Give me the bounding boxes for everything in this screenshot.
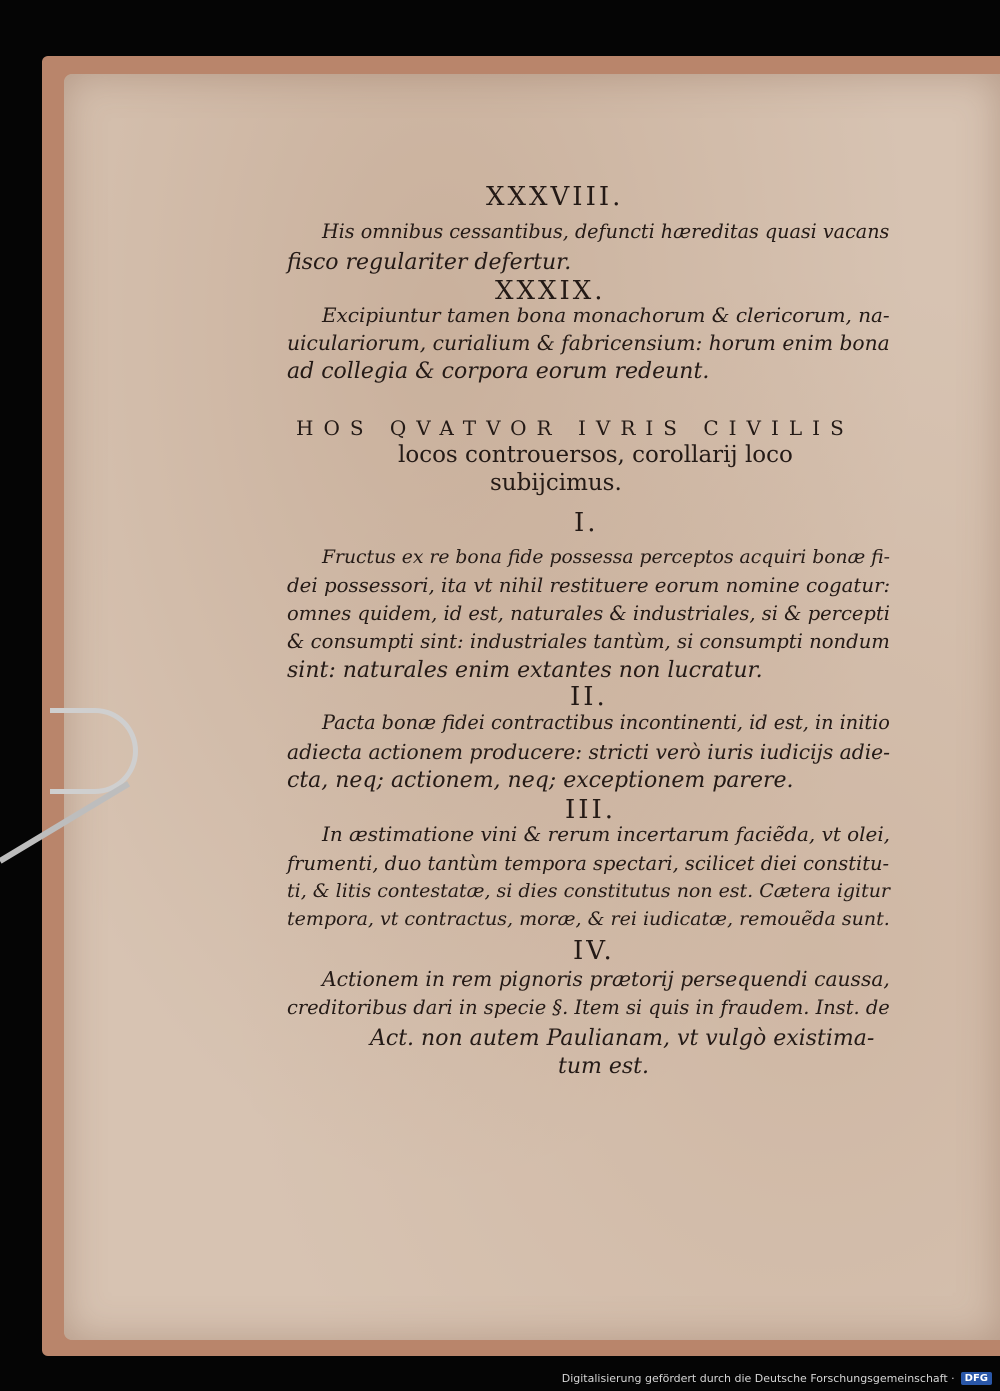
- text-line: creditoribus dari in specie §. Item si quis in fraudem. Inst. de: [287, 996, 890, 1019]
- text-line: ti, & litis contestatæ, si dies constitutus non est. Cætera igitur: [287, 880, 890, 902]
- thesis-number: II.: [570, 682, 608, 712]
- text-line: Pacta bonæ fidei contractibus incontinenti, id est, in initio: [322, 711, 890, 734]
- heading-line: HOS QVATVOR IVRIS CIVILIS: [296, 416, 854, 440]
- text-line: ad collegia & corpora eorum redeunt.: [287, 359, 710, 384]
- text-line: dei possessori, ita vt nihil restituere eorum nomine cogatur:: [287, 574, 891, 597]
- text-line: & consumpti sint: industriales tantùm, si consumpti nondum: [287, 630, 890, 653]
- text-line: cta, neq; actionem, neq; exceptionem parere.: [287, 768, 794, 793]
- heading-line: subijcimus.: [490, 470, 622, 496]
- section-number: XXXIX.: [495, 276, 606, 306]
- thesis-number: I.: [574, 508, 599, 538]
- text-line: uiculariorum, curialium & fabricensium: horum enim bona: [287, 331, 890, 355]
- text-line: frumenti, duo tantùm tempora spectari, scilicet diei constitu-: [287, 852, 890, 875]
- text-line: sint: naturales enim extantes non lucratur.: [287, 658, 763, 683]
- text-line: fisco regulariter defertur.: [287, 250, 572, 275]
- heading-line: locos controuersos, corollarij loco: [398, 442, 793, 468]
- text-line: tempora, vt contractus, moræ, & rei iudicatæ, remouẽda sunt.: [287, 908, 890, 930]
- text-line: Actionem in rem pignoris prætorij persequendi caussa,: [322, 967, 890, 991]
- footer-text: Digitalisierung gefördert durch die Deutsche Forschungsgemeinschaft ·: [561, 1371, 955, 1385]
- text-line: adiecta actionem producere: stricti verò iuris iudicijs adie-: [287, 740, 890, 764]
- thesis-number: IV.: [573, 936, 615, 966]
- text-line: tum est.: [558, 1054, 650, 1079]
- thesis-number: III.: [565, 795, 617, 825]
- dfg-logo: DFG: [961, 1372, 992, 1385]
- text-line: In æstimatione vini & rerum incertarum faciẽda, vt olei,: [322, 823, 891, 846]
- section-number: XXXVIII.: [486, 182, 624, 212]
- funding-footer: [562, 1368, 992, 1388]
- text-line: Excipiuntur tamen bona monachorum & clericorum, na-: [322, 303, 890, 327]
- text-line: Fructus ex re bona fide possessa perceptos acquiri bonæ fi-: [322, 547, 891, 568]
- text-line: Act. non autem Paulianam, vt vulgò existima-: [370, 1026, 875, 1051]
- text-line: omnes quidem, id est, naturales & industriales, si & percepti: [287, 602, 890, 625]
- text-line: His omnibus cessantibus, defuncti hæreditas quasi vacans: [322, 220, 890, 243]
